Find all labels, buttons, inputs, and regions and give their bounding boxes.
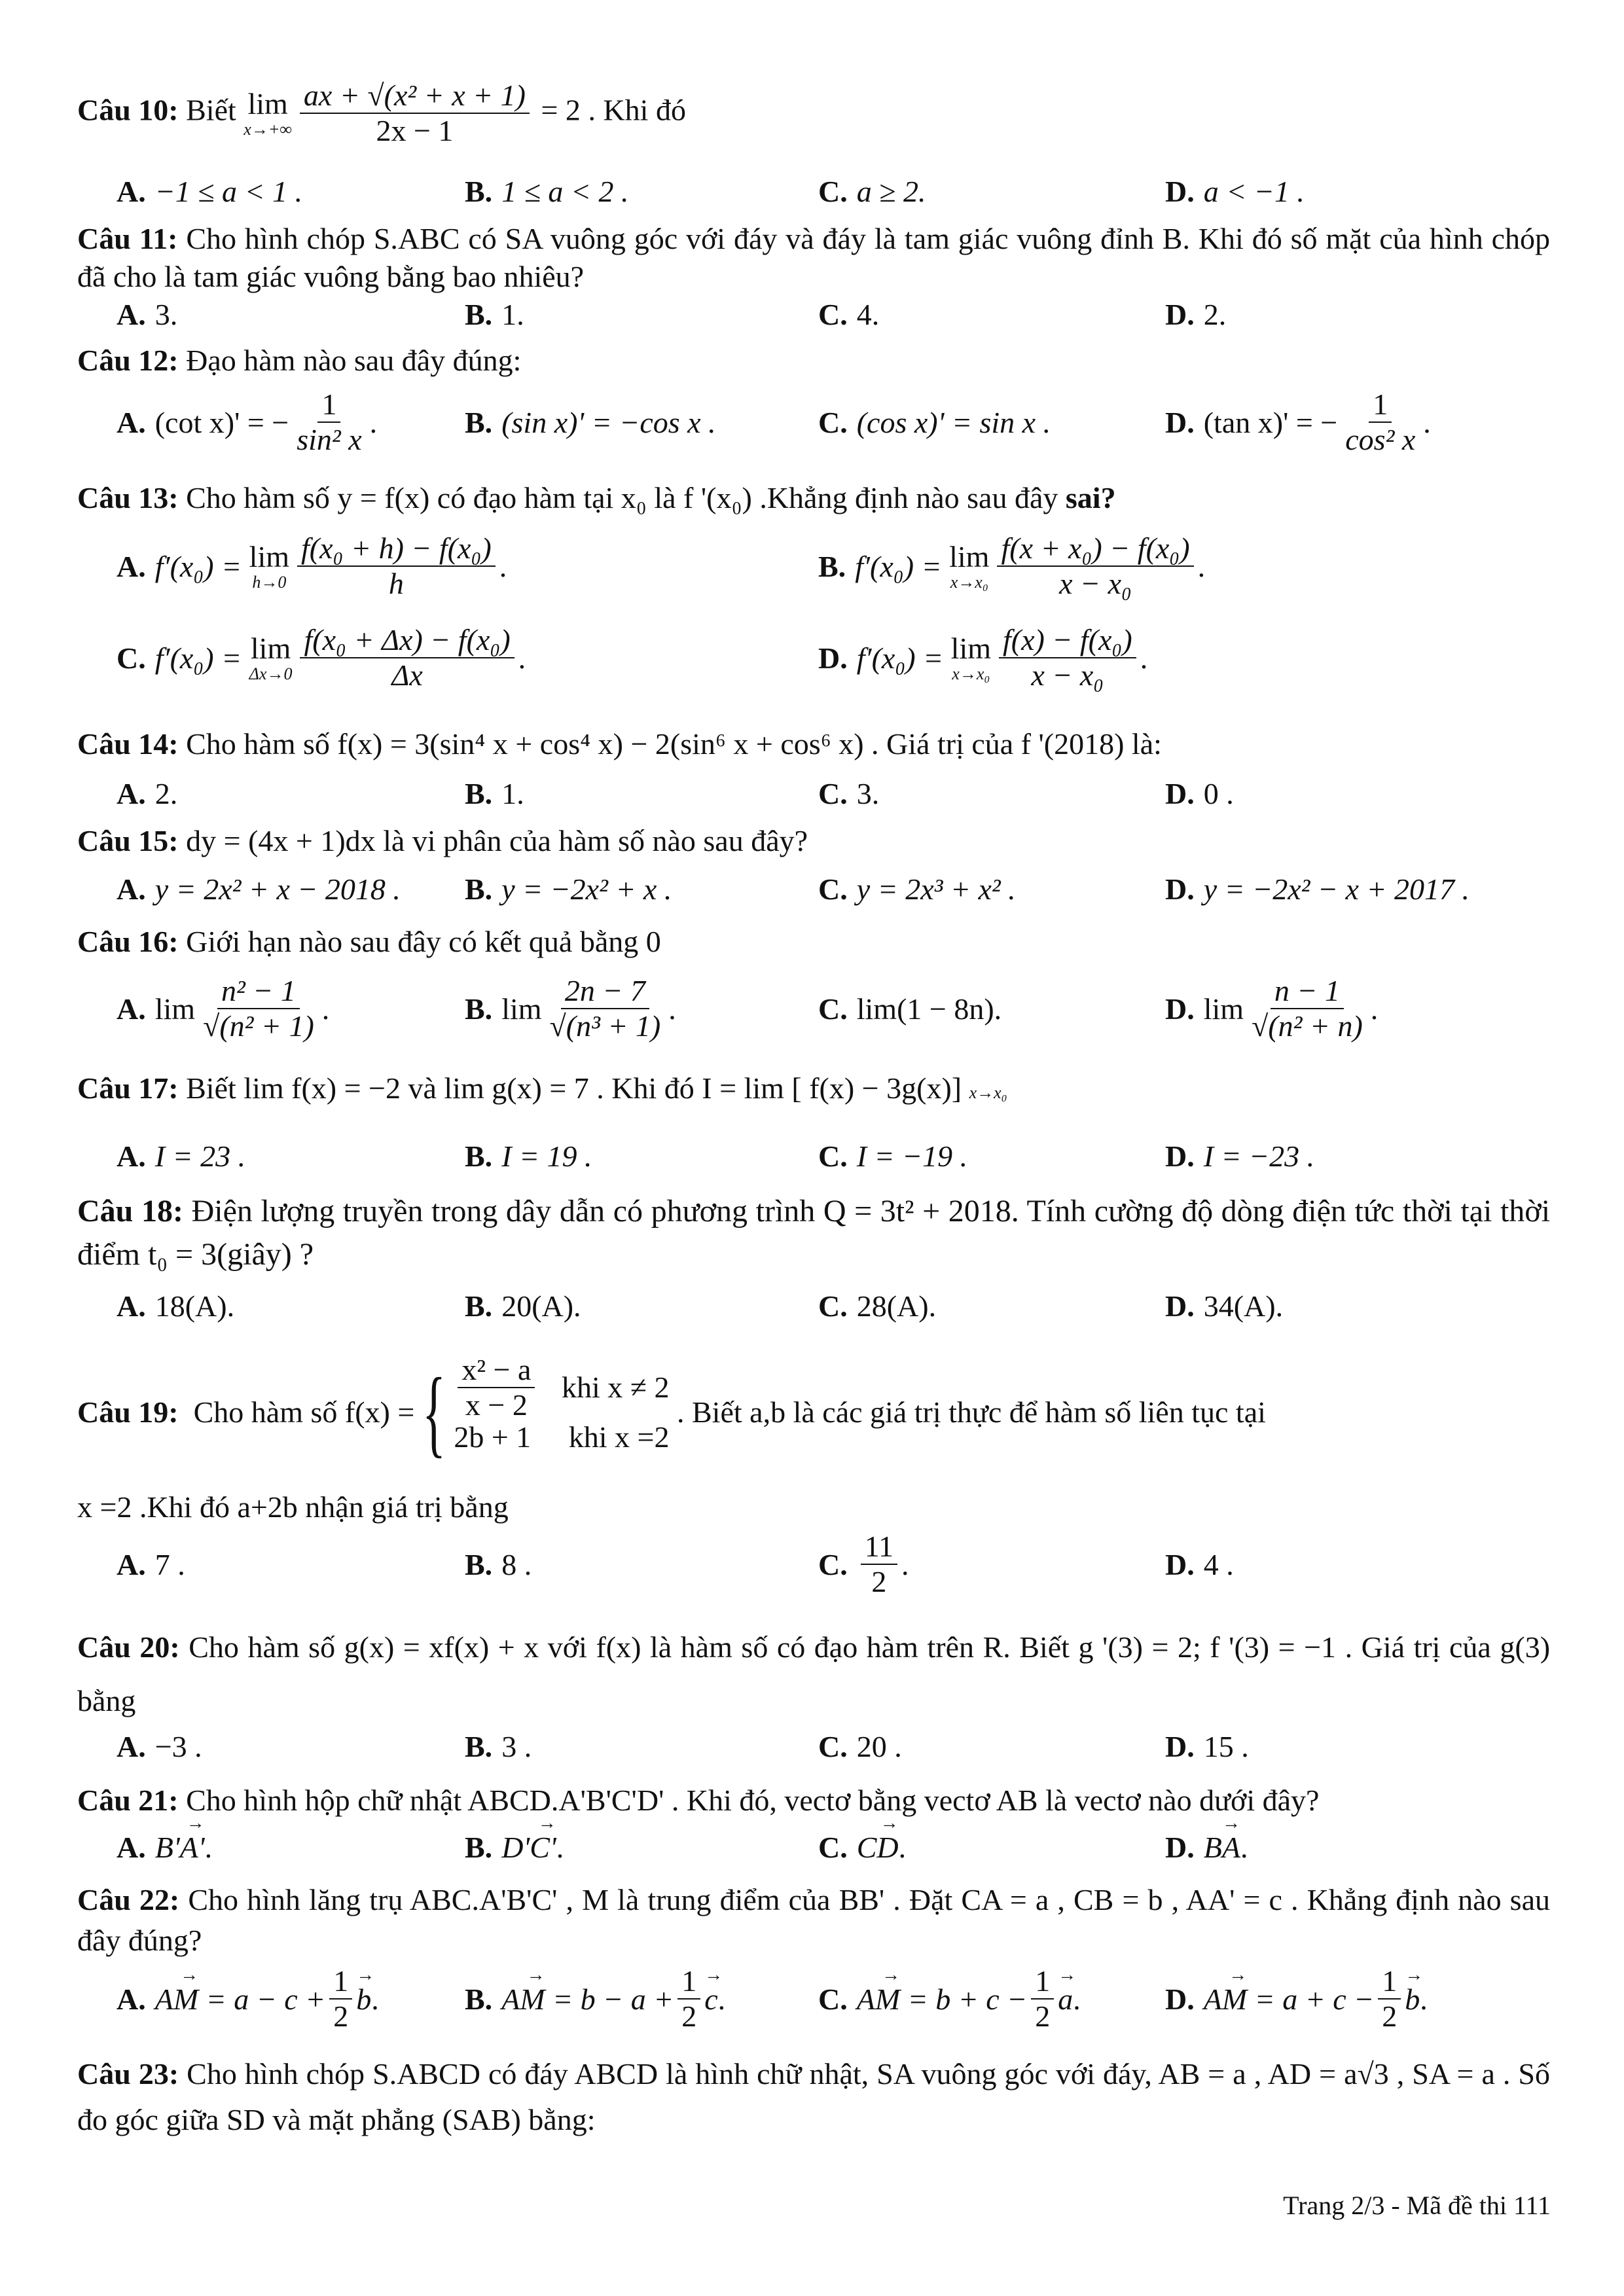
- question-19-cont: x =2 .Khi đó a+2b nhận giá trị bằng: [77, 1490, 509, 1524]
- question-15: Câu 15: dy = (4x + 1)dx là vi phân của hàm số nào sau đây?: [77, 824, 808, 857]
- option-d: D. a < −1 .: [1165, 174, 1305, 208]
- options-15: A. y = 2x² + x − 2018 . B. y = −2x² + x . C. y = 2x³ + x² . D. y = −2x² − x + 2017 .: [117, 872, 1470, 906]
- options-22: A. → AM = a − c + $\frac{1}{2}$ → b . B. → AM = b − a + $\frac{1}{2}$ → c . C. → AM = b + c − $\frac{1}{2}$ → a . D. → AM = a + c − $\frac{1}{2}$ → b .: [117, 1960, 1550, 2038]
- question-11: Câu 11: Cho hình chóp S.ABC có SA vuông góc với đáy và đáy là tam giác vuông đỉnh B. Khi đó số mặt của hình chóp đã cho là tam giác vuông bằng bao nhiêu?: [77, 222, 1550, 293]
- question-23: Câu 23: Cho hình chóp S.ABCD có đáy ABCD là hình chữ nhật, SA vuông góc với đáy, AB = a , AD = a√3 , SA = a . Số đo góc giữa SD và mặt phẳng (SAB) bằng:: [77, 2057, 1551, 2136]
- question-22: Câu 22: Cho hình lăng trụ ABC.A'B'C' , M là trung điểm của BB' . Đặt CA = a , CB = b , AA' = c . Khẳng định nào sau đây đúng?: [77, 1883, 1551, 1957]
- options-10: [117, 171, 1550, 211]
- options-11: A. 3. B. 1. C. 4. D. 2.: [117, 297, 1227, 331]
- options-17: A. I = 23 . B. I = 19 . C. I = −19 . D. I = −23 .: [117, 1139, 1315, 1173]
- question-label: Câu 10:: [77, 93, 179, 127]
- option-c: C. a ≥ 2.: [818, 174, 926, 208]
- question-18: Câu 18: Điện lượng truyền trong dây dẫn có phương trình Q = 3t² + 2018. Tính cường độ dòng điện tức thời tại thời điểm t₀ = 3(giây) ?: [77, 1194, 1551, 1272]
- options-20: A. −3 . B. 3 . C. 20 . D. 15 .: [117, 1729, 1249, 1763]
- options-13-row1: A. f′(x₀) = lim h→0 $\frac{\text{f(x₀ + h) − f(x₀)}}{h}$ . B. f′(x₀) = lim x→x₀ $\frac{\text{f(x + x₀) − f(x₀)}}{\text{x − x₀}}$ .: [117, 531, 1206, 600]
- question-19: Câu 19: Cho hàm số f(x) = { $\frac{\text{x² − a}}{x - 2}$ khi x ≠ 2 2b + 1 khi x =2 . Biết a,b là các giá trị thực để hàm số liên tục tại: [77, 1353, 1266, 1467]
- option-b: B. 1 ≤ a < 2 .: [465, 174, 629, 208]
- fraction: $\frac{\text{ax + √(x² + x + 1)}}{2x - 1}$: [300, 79, 530, 148]
- question-20: Câu 20: Cho hàm số g(x) = xf(x) + x với f(x) là hàm số có đạo hàm trên R. Biết g '(3) = 2; f '(3) = −1 . Giá trị của g(3) bằng: [77, 1630, 1551, 1717]
- question-12: Câu 12: Đạo hàm nào sau đây đúng:: [77, 344, 522, 377]
- option-a: A. −1 ≤ a < 1 .: [117, 174, 303, 208]
- question-14: Câu 14: Cho hàm số f(x) = 3(sin⁴ x + cos⁴ x) − 2(sin⁶ x + cos⁶ x) . Giá trị của f '(2018) là:: [77, 727, 1162, 761]
- options-21: A. → B'A' . B. → D'C' . C. → CD . D. → BA .: [117, 1826, 1550, 1868]
- question-21: Câu 21: Cho hình hộp chữ nhật ABCD.A'B'C'D' . Khi đó, vectơ bằng vectơ AB là vectơ nào dưới đây?: [77, 1784, 1320, 1817]
- options-14: A. 2. B. 1. C. 3. D. 0 .: [117, 776, 1234, 810]
- options-16: A. lim $\frac{\text{n² − 1}}{\text{√(n² + 1)}}$ . B. lim $\frac{2n - 7}{\text{√(n³ + 1)}}$ . C. lim(1 − 8n). D. lim $\frac{n - 1}{\text{√(n² + n)}}$ .: [117, 974, 1379, 1043]
- question-10: Câu 10: Biết lim x→+∞ $\frac{\text{ax + √(x² + x + 1)}}{2x - 1}$ = 2 . Khi đó: [77, 79, 686, 147]
- options-18: A. 18(A). B. 20(A). C. 28(A). D. 34(A).: [117, 1289, 1284, 1323]
- piecewise-function: { $\frac{\text{x² − a}}{x - 2}$ khi x ≠ 2 2b + 1 khi x =2: [422, 1353, 670, 1467]
- page-footer: Trang 2/3 - Mã đề thi 111: [1283, 2191, 1551, 2220]
- question-17: Câu 17: Biết lim f(x) = −2 và lim g(x) = 7 . Khi đó I = lim [ f(x) − 3g(x)] x→x₀: [77, 1071, 1007, 1105]
- options-19: A. 7 . B. 8 . C. $\frac{11}{2}$ . D. 4 .: [117, 1530, 1234, 1598]
- question-16: Câu 16: Giới hạn nào sau đây có kết quả bằng 0: [77, 925, 661, 958]
- question-13: Câu 13: Cho hàm số y = f(x) có đạo hàm tại x₀ là f '(x₀) .Khẳng định nào sau đây sai?: [77, 481, 1116, 514]
- options-12: A. (cot x)' = − $\frac{1}{\text{sin² x}}$ . B. (sin x)' = −cos x . C. (cos x)' = sin x . D. (tan x)' = − $\frac{1}{\text{cos² x}}$ .: [117, 387, 1431, 456]
- options-13-row2: C. f′(x₀) = lim Δx→0 $\frac{\text{f(x₀ + Δx) − f(x₀)}}{\Delta x}$ . D. f′(x₀) = lim x→x₀ $\frac{\text{f(x) − f(x₀)}}{\text{x − x₀}}$ .: [117, 623, 1148, 692]
